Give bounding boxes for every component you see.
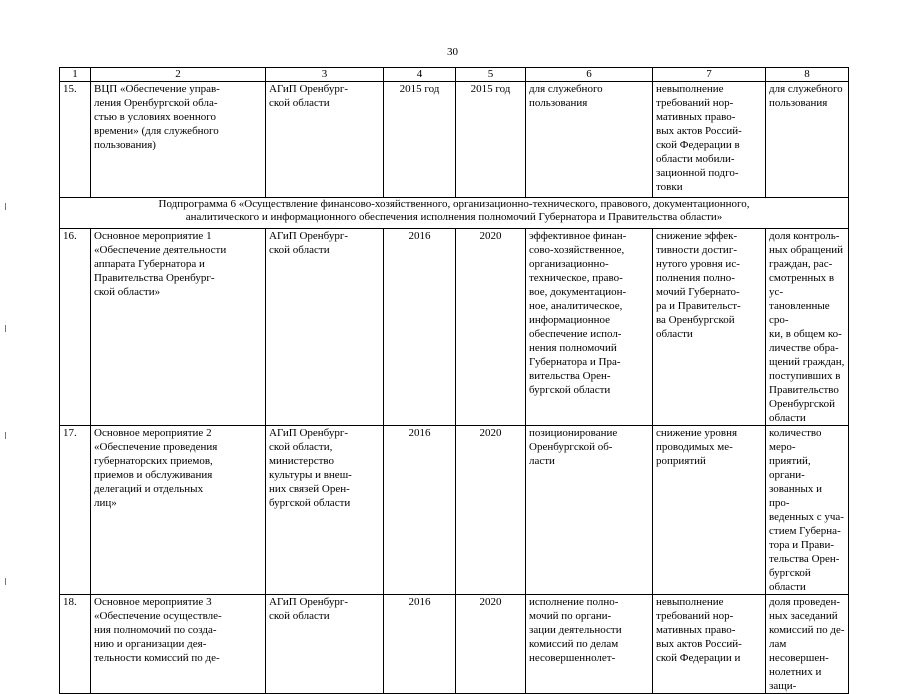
responsible-executor: АГиП Оренбург- ской области xyxy=(266,82,384,198)
margin-mark xyxy=(5,325,6,332)
column-number: 3 xyxy=(266,68,384,82)
expected-result: позиционирование Оренбургской об- ласти xyxy=(526,426,653,595)
related-indicator: для служебного пользования xyxy=(766,82,849,198)
activity-name: Основное мероприятие 2 «Обеспечение проведения губернаторских приемов, приемов и обслуживания делегаций и отдельных лиц» xyxy=(91,426,266,595)
non-implementation-consequence: снижение уровня проводимых ме- роприятий xyxy=(653,426,766,595)
row-number: 18. xyxy=(60,595,91,694)
start-year: 2016 xyxy=(384,229,456,426)
margin-mark xyxy=(5,203,6,210)
column-number: 8 xyxy=(766,68,849,82)
page-number: 30 xyxy=(447,46,458,58)
subprogram-title: Подпрограмма 6 «Осуществление финансово-хозяйственного, организационно-технического, правового, документационного, аналитического и информационного обеспечения исполнения полномочий Губернатора и Правительства области» xyxy=(60,198,849,229)
start-year: 2016 xyxy=(384,595,456,694)
expected-result: исполнение полно- мочий по органи- зации деятельности комиссий по делам несовершеннолет- xyxy=(526,595,653,694)
table-row xyxy=(60,595,849,694)
table-row xyxy=(60,82,849,198)
expected-result: для служебного пользования xyxy=(526,82,653,198)
end-year: 2020 xyxy=(456,229,526,426)
column-number: 6 xyxy=(526,68,653,82)
column-number: 2 xyxy=(91,68,266,82)
start-year: 2016 xyxy=(384,426,456,595)
row-number: 17. xyxy=(60,426,91,595)
row-number: 16. xyxy=(60,229,91,426)
column-number: 1 xyxy=(60,68,91,82)
responsible-executor: АГиП Оренбург- ской области xyxy=(266,595,384,694)
margin-mark xyxy=(5,578,6,585)
end-year: 2020 xyxy=(456,595,526,694)
activity-name: ВЦП «Обеспечение управ- ления Оренбургской обла- стью в условиях военного времени» (для служебного пользования) xyxy=(91,82,266,198)
column-number: 4 xyxy=(384,68,456,82)
responsible-executor: АГиП Оренбург- ской области, министерство культуры и внеш- них связей Орен- бургской области xyxy=(266,426,384,595)
start-year: 2015 год xyxy=(384,82,456,198)
related-indicator: количество меро- приятий, органи- зованных и про- веденных с уча- стием Губерна- тора и Прави- тельства Орен- бургской области xyxy=(766,426,849,595)
row-number: 15. xyxy=(60,82,91,198)
expected-result: эффективное финан- сово-хозяйственное, организационно- техническое, право- вое, документацион- ное, аналитическое, информационное обеспечение испол- нения полномочий Губернатора и Пра- вительства Орен- бургской области xyxy=(526,229,653,426)
activity-name: Основное мероприятие 1 «Обеспечение деятельности аппарата Губернатора и Правительства Оренбург- ской области» xyxy=(91,229,266,426)
subprogram-row xyxy=(60,198,849,229)
end-year: 2015 год xyxy=(456,82,526,198)
column-number: 5 xyxy=(456,68,526,82)
non-implementation-consequence: снижение эффек- тивности достиг- нутого уровня ис- полнения полно- мочий Губернато- ра и Правительст- ва Оренбургской области xyxy=(653,229,766,426)
activity-name: Основное мероприятие 3 «Обеспечение осуществле- ния полномочий по созда- нию и организации дея- тельности комиссий по де- xyxy=(91,595,266,694)
program-activities-table xyxy=(59,67,849,694)
margin-mark xyxy=(5,432,6,439)
table-row xyxy=(60,426,849,595)
column-numbers-row xyxy=(60,68,849,82)
related-indicator: доля проведен- ных заседаний комиссий по де- лам несовершен- нолетних и защи- xyxy=(766,595,849,694)
non-implementation-consequence: невыполнение требований нор- мативных право- вых актов Россий- ской Федерации в области мобили- зационной подго- товки xyxy=(653,82,766,198)
responsible-executor: АГиП Оренбург- ской области xyxy=(266,229,384,426)
non-implementation-consequence: невыполнение требований нор- мативных право- вых актов Россий- ской Федерации и xyxy=(653,595,766,694)
column-number: 7 xyxy=(653,68,766,82)
table-row xyxy=(60,229,849,426)
related-indicator: доля контроль- ных обращений граждан, рас- смотренных в ус- тановленные сро- ки, в общем ко- личестве обра- щений граждан, поступивших в Правительство Оренбургской области xyxy=(766,229,849,426)
end-year: 2020 xyxy=(456,426,526,595)
